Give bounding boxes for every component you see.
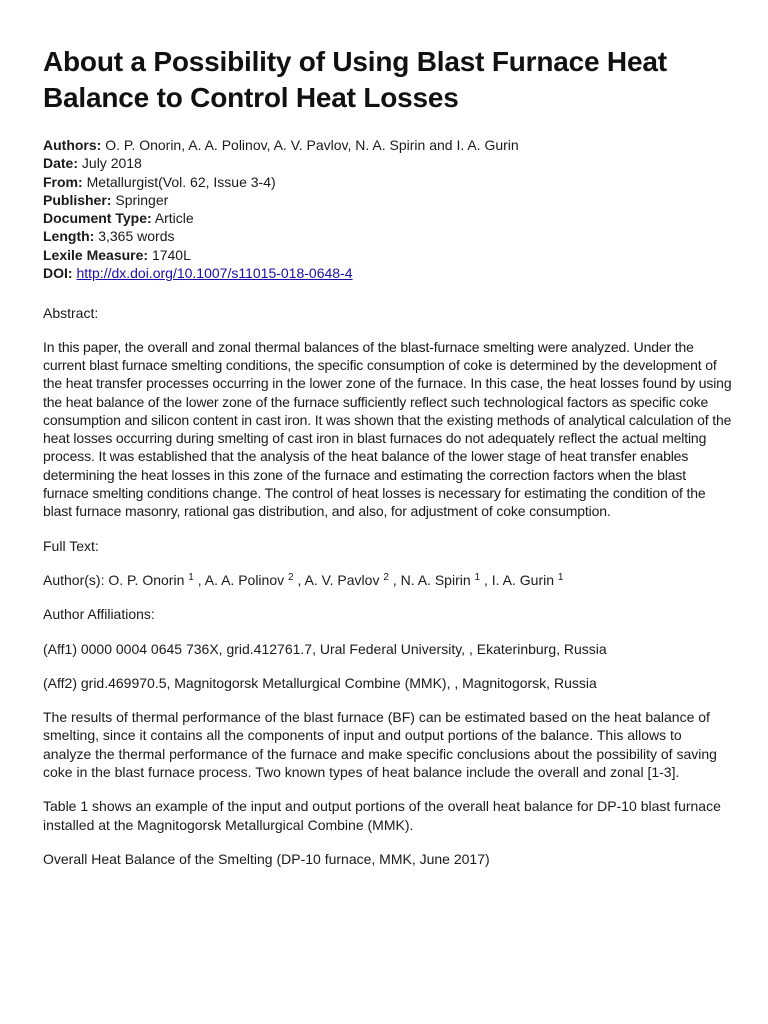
article-metadata [43,136,733,282]
meta-key: Lexile Measure: [43,246,149,263]
meta-value: 3,365 words [98,228,175,245]
full-text-heading: Full Text: [43,537,99,554]
meta-key: Publisher: [43,191,112,208]
meta-authors [43,136,733,154]
meta-key: Date: [43,155,79,172]
meta-key: Authors: [43,137,102,153]
abstract-heading: Abstract: [43,305,99,322]
authors-line: Author(s): O. P. Onorin $^1$ , A. A. Polinov $^2$ , A. V. Pavlov $^2$ , N. A. Spirin $^1$ , I. A. Gurin $^1$ [43,571,564,588]
meta-from [43,173,733,191]
meta-value: 1740L [151,246,191,263]
affiliation-mark: 1 [557,571,564,583]
author-name: I. A. Gurin [491,571,554,588]
meta-key: Length: [43,228,95,245]
meta-key: From: [43,173,83,190]
table-caption: Overall Heat Balance of the Smelting (DP-10 furnace, MMK, June 2017) [43,850,490,867]
doi-link[interactable]: http://dx.doi.org/10.1007/s11015-018-0648-4 [76,265,353,282]
affiliation-mark: 1 [474,571,481,583]
meta-publisher [43,191,733,209]
meta-value: Article [154,210,194,227]
affiliation-mark: 2 [288,571,294,583]
abstract-text: In this paper, the overall and zonal thermal balances of the blast-furnace smelting were analyzed. Under the current blast furnace smelting conditions, the specific consumption of coke is determined by the development of the heat transfer processes occurring in the lower zone of the furnace. In this case, the heat losses found by using the heat balance of the lower zone of the furnace sufficiently reflect such technological factors as specific coke consumption and silicon content in cast iron. It was shown that the existing methods of analytical calculation of the heat losses occurring during smelting of cast iron in blast furnaces do not adequately reflect the actual melting process. It was established that the analysis of the heat balance of the lower stage of heat transfer enables determining the heat losses in this zone of the furnace and estimating the correction factors when the blast furnace smelting conditions change. The control of heat losses is necessary for estimating the condition of the blast furnace masonry, rational gas distribution, and also, for adjustment of coke consumption. [43,338,732,520]
article-title: About a Possibility of Using Blast Furnace Heat Balance to Control Heat Losses [43,46,667,113]
meta-length [43,227,733,245]
document-page [43,44,733,868]
meta-key: DOI: [43,265,73,282]
meta-value: Springer [115,191,169,208]
affiliation-1: (Aff1) 0000 0004 0645 736X, grid.412761.7, Ural Federal University, , Ekaterinburg, Russia [43,640,607,657]
meta-lexile [43,246,733,264]
meta-value: July 2018 [81,155,142,172]
author-name: A. A. Polinov [204,571,285,588]
affiliation-mark: 2 [383,571,389,583]
author-name: N. A. Spirin [400,571,471,588]
meta-doi [43,264,733,282]
affiliation-2: (Aff2) grid.469970.5, Magnitogorsk Metallurgical Combine (MMK), , Magnitogorsk, Russia [43,674,597,691]
author-name: O. P. Onorin [108,571,185,588]
meta-value: O. P. Onorin, A. A. Polinov, A. V. Pavlov, N. A. Spirin and I. A. Gurin [105,137,519,153]
meta-date [43,154,733,172]
authors-prefix: Author(s): [43,571,109,588]
meta-document-type [43,209,733,227]
affiliation-mark: 1 [188,571,194,583]
author-name: A. V. Pavlov [304,571,380,588]
body-paragraph-2: Table 1 shows an example of the input and output portions of the overall heat balance for DP-10 blast furnace installed at the Magnitogorsk Metallurgical Combine (MMK). [43,798,721,833]
body-paragraph-1: The results of thermal performance of the blast furnace (BF) can be estimated based on the heat balance of smelting, since it contains all the components of input and output portions of the balance. This allows to analyze the thermal performance of the furnace and make specific conclusions about the possibility of saving coke in the blast furnace process. Two known types of heat balance include the overall and zonal [1-3]. [43,709,717,781]
meta-value: Metallurgist(Vol. 62, Issue 3-4) [86,173,276,190]
meta-key: Document Type: [43,210,152,227]
affiliations-heading: Author Affiliations: [43,606,155,623]
